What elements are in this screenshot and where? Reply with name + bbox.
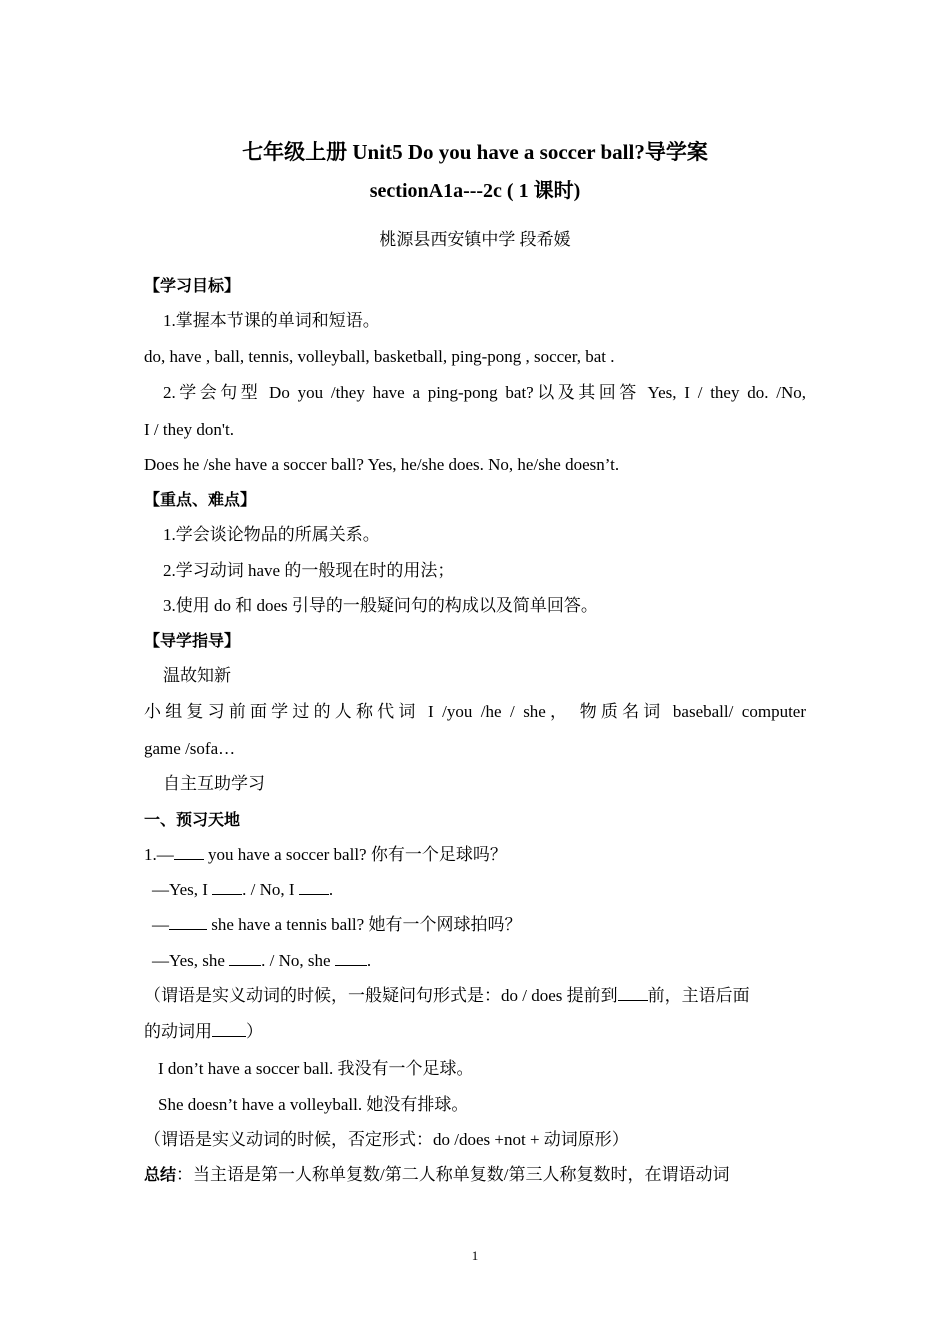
review-text-cont: game /sofa…	[144, 739, 236, 758]
note-1-cont-end: ）	[246, 1022, 263, 1041]
answer-2-prefix: —Yes, she	[152, 951, 230, 970]
question-2	[152, 914, 521, 936]
blank-field[interactable]	[169, 915, 207, 930]
answer-2-mid: . / No, she	[261, 951, 335, 970]
page-title: 七年级上册 Unit5 Do you have a soccer ball?导学案	[242, 140, 708, 164]
note-1	[144, 985, 750, 1007]
question-2-text: she have a tennis ball? 她有一个网球拍吗？	[207, 915, 522, 934]
answer-2-end: .	[366, 951, 372, 970]
guide-heading: 【导学指导】	[144, 631, 241, 650]
question-1	[144, 844, 507, 866]
summary-text: ：当主语是第一人称单复数/第二人称单复数/第三人称复数时，在谓语动词	[176, 1165, 730, 1184]
blank-field[interactable]	[174, 845, 204, 860]
blank-field[interactable]	[618, 986, 648, 1001]
keypoint-item-2: 2.学习动词 have 的一般现在时的用法；	[163, 561, 455, 580]
page-number: 1	[471, 1248, 479, 1263]
note-2: （谓语是实义动词的时候，否定形式：do /does +not + 动词原形）	[144, 1130, 629, 1149]
review-label: 温故知新	[163, 666, 231, 685]
answer-1-end: .	[328, 880, 334, 899]
blank-field[interactable]	[212, 880, 242, 895]
example-2: She doesn’t have a volleyball. 她没有排球。	[158, 1095, 469, 1114]
goal-item-1: 1.掌握本节课的单词和短语。	[163, 311, 380, 330]
summary-line	[144, 1164, 729, 1186]
goals-heading: 【学习目标】	[144, 276, 241, 295]
page-subtitle: sectionA1a---2c ( 1 课时)	[369, 180, 581, 202]
answer-1-prefix: —Yes, I	[152, 880, 213, 899]
note-1-text: （谓语是实义动词的时候，一般疑问句形式是：do / does 提前到	[144, 986, 618, 1005]
keypoint-item-3: 3.使用 do 和 does 引导的一般疑问句的构成以及简单回答。	[163, 596, 598, 615]
author-line: 桃源县西安镇中学 段希媛	[379, 230, 571, 249]
goal-words: do, have , ball, tennis, volleyball, basketball, ping-pong , soccer, bat .	[144, 347, 615, 366]
question-1-text: you have a soccer ball? 你有一个足球吗？	[203, 845, 507, 864]
summary-label: 总结	[144, 1165, 177, 1184]
review-text: 小组复习前面学过的人称代词 I /you /he / she， 物质名词 baseball/ computer	[144, 702, 806, 721]
note-1-cont	[144, 1021, 263, 1043]
keypoint-item-1: 1.学会谈论物品的所属关系。	[163, 525, 380, 544]
note-1-cont-text: 的动词用	[144, 1022, 212, 1041]
question-1-prefix: 1.—	[144, 845, 174, 864]
blank-field[interactable]	[212, 1022, 246, 1037]
blank-field[interactable]	[229, 951, 261, 966]
goal-item-2: 2.学会句型 Do you /they have a ping-pong bat?以及其回答 Yes, I / they do. /No,	[163, 383, 806, 402]
note-1-text-end: 前，主语后面	[647, 986, 750, 1005]
question-2-prefix: —	[152, 915, 169, 934]
answer-1-mid: . / No, I	[242, 880, 299, 899]
blank-field[interactable]	[299, 880, 329, 895]
self-study-label: 自主互助学习	[163, 774, 265, 793]
answer-1	[152, 879, 333, 901]
goal-item-2-cont: I / they don't.	[144, 420, 234, 439]
blank-field[interactable]	[335, 951, 367, 966]
keypoints-heading: 【重点、难点】	[144, 490, 257, 509]
preview-heading: 一、预习天地	[144, 810, 241, 829]
goal-item-2-example: Does he /she have a soccer ball? Yes, he/she does. No, he/she doesn’t.	[144, 455, 620, 474]
answer-2	[152, 950, 371, 972]
example-1: I don’t have a soccer ball. 我没有一个足球。	[158, 1059, 474, 1078]
